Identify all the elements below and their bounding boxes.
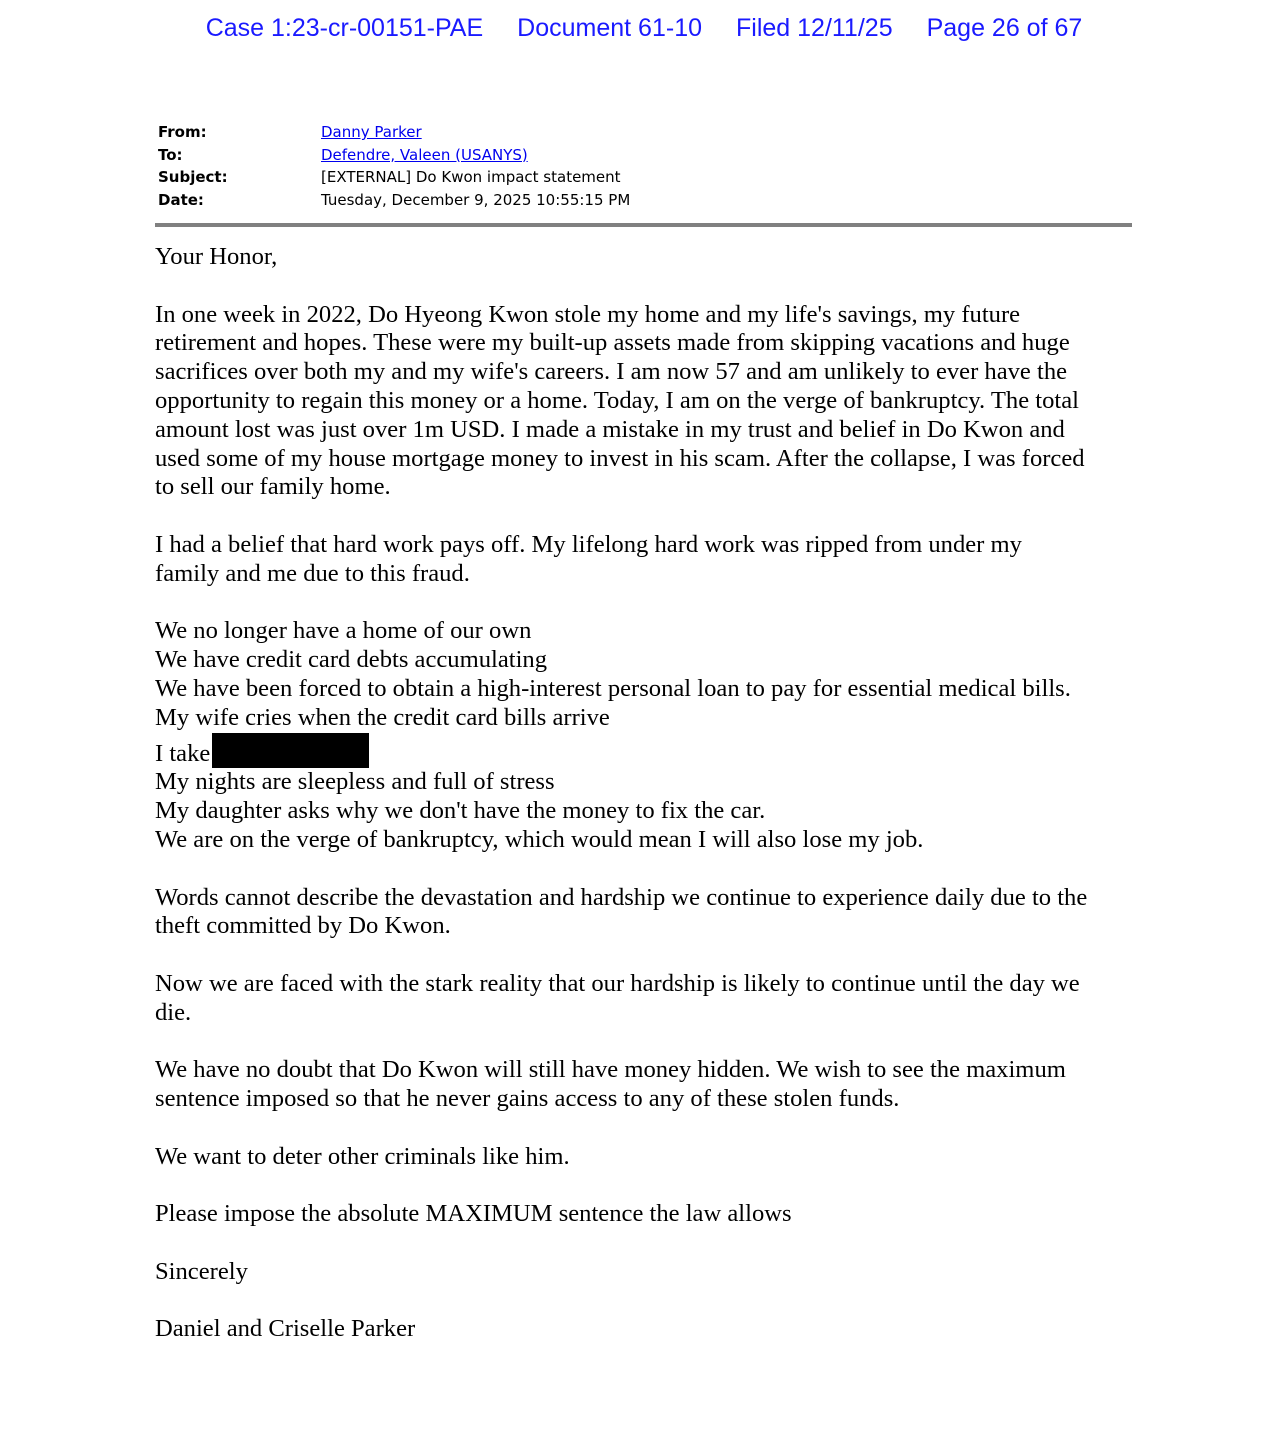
date-row (158, 189, 1132, 212)
email-header (158, 121, 1132, 211)
signature: Daniel and Criselle Parker (155, 1315, 416, 1343)
letter-body (155, 243, 1145, 1373)
paragraph-7: Please impose the absolute MAXIMUM sentence the law allows (155, 1200, 792, 1228)
p2-line: I had a belief that hard work pays off. My lifelong hard work was ripped from under my (155, 530, 1022, 558)
list-item: We are on the verge of bankruptcy, which would mean I will also lose my job. (155, 825, 924, 853)
case-number: Case 1:23-cr-00151-PAE (205, 14, 484, 42)
p1-line: to sell our family home. (155, 473, 391, 501)
closing: Sincerely (155, 1257, 248, 1285)
court-filing-stamp (0, 14, 1288, 43)
to-row (158, 144, 1132, 167)
subject-row (158, 166, 1132, 189)
subject-value: [EXTERNAL] Do Kwon impact statement (321, 168, 621, 186)
paragraph-4 (155, 970, 1145, 1028)
from-label: From: (158, 123, 207, 141)
filed-date: Filed 12/11/25 (736, 14, 893, 42)
p1-line: sacrifices over both my and my wife's careers. I am now 57 and am unlikely to ever have the (155, 358, 1068, 386)
paragraph-3 (155, 884, 1145, 942)
list-item-redacted (155, 733, 1145, 769)
hardship-list (155, 617, 1145, 854)
p5-line: We have no doubt that Do Kwon will still have money hidden. We wish to see the maximum (155, 1056, 1066, 1084)
p1-line: retirement and hopes. These were my built-up assets made from skipping vacations and huge (155, 329, 1070, 357)
list-item: We have credit card debts accumulating (155, 646, 548, 674)
paragraph-5 (155, 1056, 1145, 1114)
p4-line: Now we are faced with the stark reality that our hardship is likely to continue until the day we (155, 969, 1080, 997)
to-link[interactable]: Defendre, Valeen (USANYS) (321, 145, 528, 164)
list-item: We no longer have a home of our own (155, 617, 532, 645)
paragraph-1 (155, 301, 1145, 503)
subject-label: Subject: (158, 168, 228, 186)
paragraph-2 (155, 531, 1145, 589)
p5-line: sentence imposed so that he never gains access to any of these stolen funds. (155, 1085, 900, 1113)
page-number: Page 26 of 67 (926, 14, 1083, 42)
p2-line: family and me due to this fraud. (155, 559, 470, 587)
from-row (158, 121, 1132, 144)
list-item: We have been forced to obtain a high-interest personal loan to pay for essential medical bills. (155, 674, 1071, 702)
redaction-box (212, 733, 369, 768)
list-item-text: I take (155, 739, 211, 767)
list-item: My nights are sleepless and full of stress (155, 768, 555, 796)
p4-line: die. (155, 998, 192, 1026)
list-item: My wife cries when the credit card bills arrive (155, 703, 610, 731)
list-item: My daughter asks why we don't have the money to fix the car. (155, 797, 766, 825)
p3-line: Words cannot describe the devastation and hardship we continue to experience daily due to the (155, 883, 1088, 911)
paragraph-6: We want to deter other criminals like him. (155, 1142, 570, 1170)
p1-line: used some of my house mortgage money to invest in his scam. After the collapse, I was forced (155, 444, 1085, 472)
header-divider (155, 223, 1132, 227)
date-label: Date: (158, 190, 204, 209)
from-link[interactable]: Danny Parker (321, 123, 422, 141)
date-value: Tuesday, December 9, 2025 10:55:15 PM (321, 190, 631, 209)
p1-line: In one week in 2022, Do Hyeong Kwon stole my home and my life's savings, my future (155, 300, 1021, 328)
p1-line: amount lost was just over 1m USD. I made a mistake in my trust and belief in Do Kwon and (155, 415, 1065, 443)
salutation: Your Honor, (155, 243, 278, 270)
document-number: Document 61-10 (517, 14, 702, 42)
to-label: To: (158, 145, 183, 164)
p1-line: opportunity to regain this money or a home. Today, I am on the verge of bankruptcy. The total (155, 386, 1079, 414)
p3-line: theft committed by Do Kwon. (155, 912, 451, 940)
